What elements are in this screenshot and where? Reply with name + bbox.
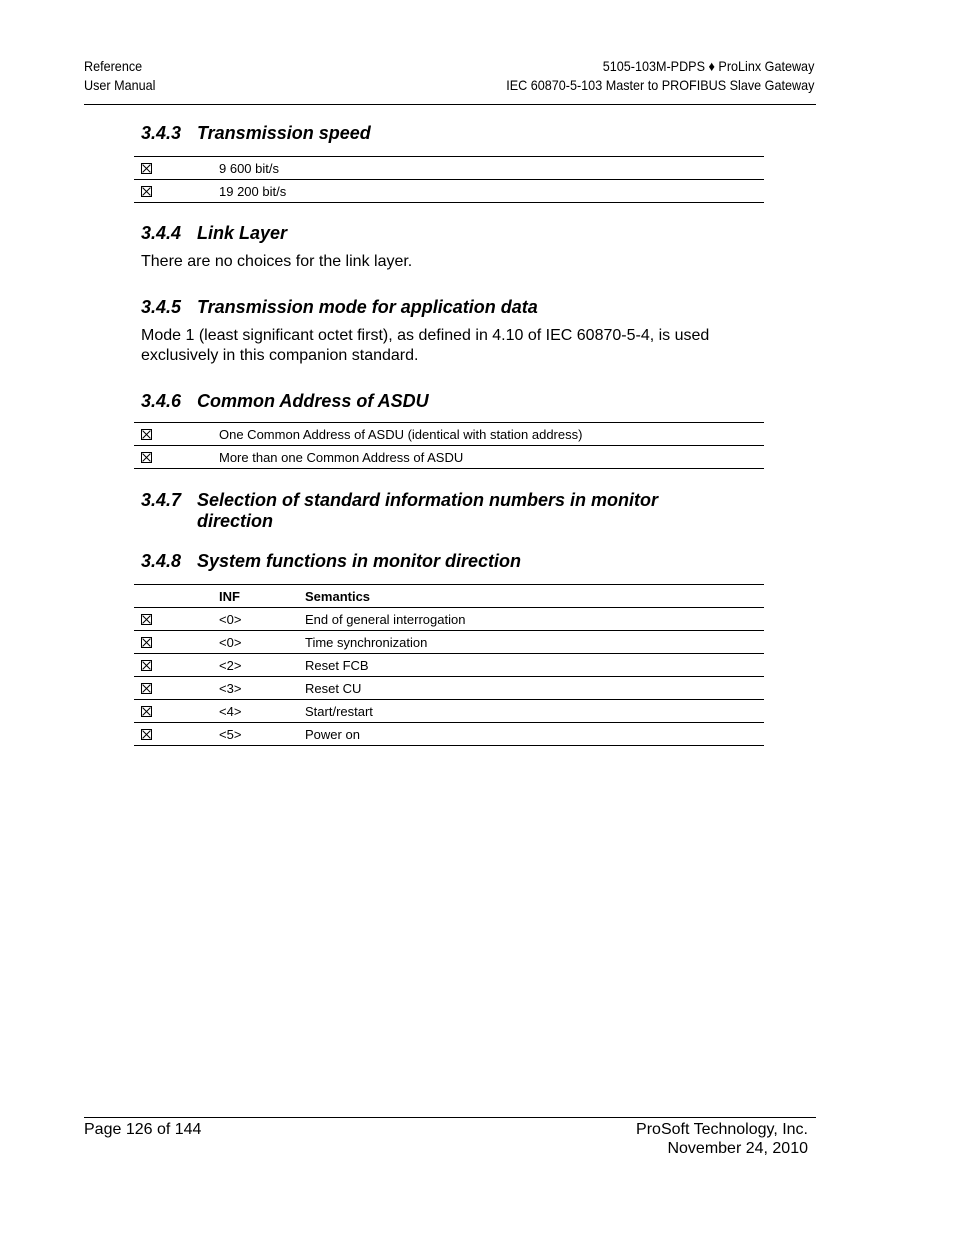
table-row: <3> Reset CU xyxy=(134,677,764,700)
table-header-row xyxy=(134,585,764,608)
checked-box-icon xyxy=(141,729,152,740)
header-section: Reference xyxy=(84,58,143,74)
header-rule xyxy=(84,104,816,105)
header-description: IEC 60870-5-103 Master to PROFIBUS Slave Gateway xyxy=(505,77,814,93)
heading-3-4-3: 3.4.3 Transmission speed xyxy=(141,123,371,143)
table-row: <0> Time synchronization xyxy=(134,631,764,654)
table-row: More than one Common Address of ASDU xyxy=(134,446,764,469)
transmission-mode-text: Mode 1 (least significant octet first), as defined in 4.10 of IEC 60870-5-4, is used exclusively in this companion standard. xyxy=(141,327,710,364)
checked-box-icon xyxy=(141,452,152,463)
checked-box-icon xyxy=(141,163,152,174)
checked-box-icon xyxy=(141,683,152,694)
table-row: One Common Address of ASDU (identical with station address) xyxy=(134,423,764,446)
column-header-inf: INF xyxy=(219,585,305,608)
heading-3-4-5: 3.4.5 Transmission mode for application data xyxy=(141,297,538,317)
footer-rule xyxy=(84,1117,816,1118)
header-right xyxy=(506,57,814,95)
checked-box-icon xyxy=(141,706,152,717)
checked-box-icon xyxy=(141,186,152,197)
header-left xyxy=(84,57,155,95)
common-address-table xyxy=(134,422,764,469)
footer-date: November 24, 2010 xyxy=(667,1140,808,1157)
page-content xyxy=(141,123,765,746)
checked-box-icon xyxy=(141,637,152,648)
column-header-semantics: Semantics xyxy=(305,585,764,608)
checked-box-icon xyxy=(141,614,152,625)
heading-3-4-7: 3.4.7 Selection of standard information numbers in monitor direction xyxy=(141,490,659,531)
footer-company: ProSoft Technology, Inc. xyxy=(636,1121,808,1138)
table-row: 9 600 bit/s xyxy=(134,157,764,180)
link-layer-text: There are no choices for the link layer. xyxy=(141,253,413,270)
heading-3-4-8: 3.4.8 System functions in monitor direction xyxy=(141,551,522,571)
table-row: <4> Start/restart xyxy=(134,700,764,723)
table-row: <2> Reset FCB xyxy=(134,654,764,677)
table-row: <5> Power on xyxy=(134,723,764,746)
header-doc-type: User Manual xyxy=(84,77,156,93)
page-number: Page 126 of 144 xyxy=(84,1121,202,1138)
heading-3-4-4: 3.4.4 Link Layer xyxy=(141,223,288,243)
footer-right xyxy=(636,1120,808,1158)
checked-box-icon xyxy=(141,660,152,671)
table-row: 19 200 bit/s xyxy=(134,180,764,203)
system-functions-table xyxy=(134,584,764,746)
header-product: 5105-103M-PDPS ♦ ProLinx Gateway xyxy=(602,58,814,74)
heading-3-4-6: 3.4.6 Common Address of ASDU xyxy=(141,391,429,411)
table-row: <0> End of general interrogation xyxy=(134,608,764,631)
transmission-speed-table xyxy=(134,156,764,203)
checked-box-icon xyxy=(141,429,152,440)
